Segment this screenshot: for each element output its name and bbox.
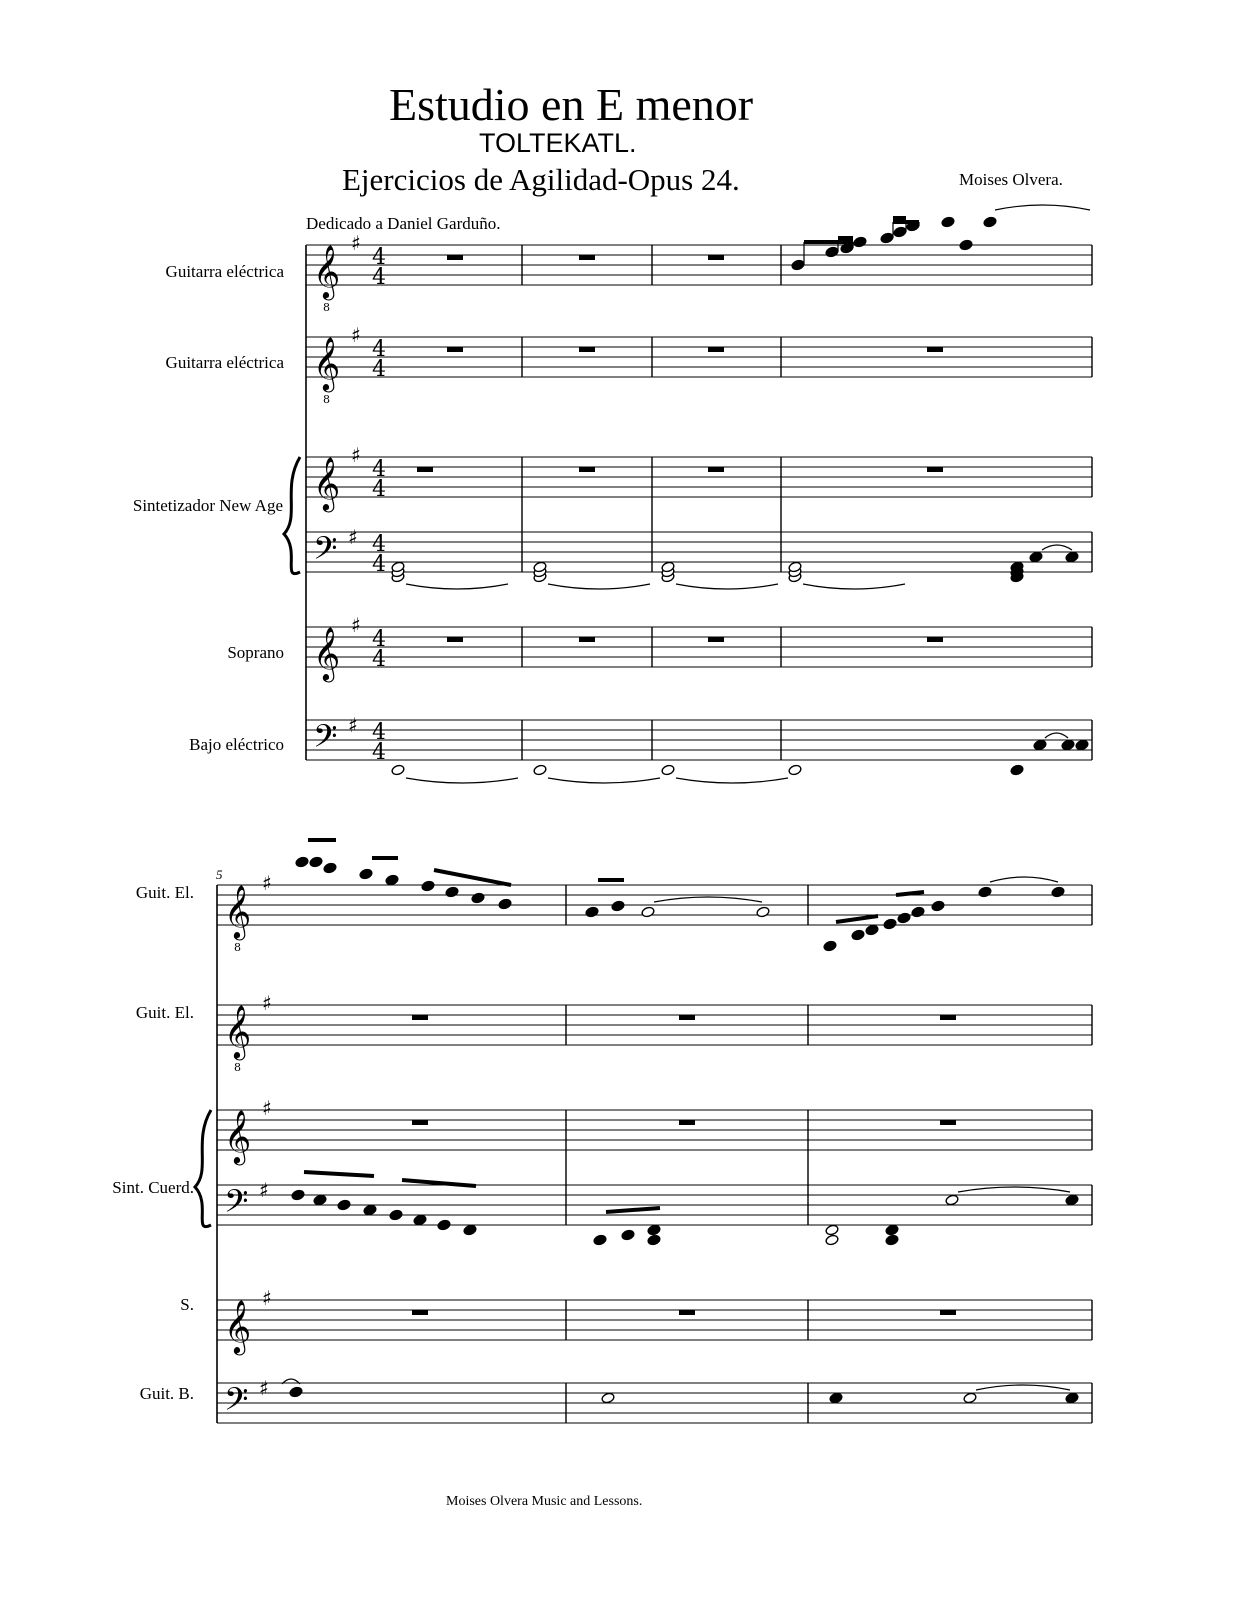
instrument-label: Guitarra eléctrica bbox=[165, 353, 284, 372]
note-head bbox=[471, 892, 485, 904]
octave-mark: 8 bbox=[323, 301, 330, 314]
note-head bbox=[865, 924, 879, 936]
beam bbox=[836, 916, 878, 922]
note-head bbox=[313, 1194, 327, 1206]
whole-rest bbox=[447, 255, 463, 260]
score-subsubtitle: Ejercicios de Agilidad-Opus 24. bbox=[342, 162, 740, 197]
key-signature: ♯ bbox=[348, 713, 358, 737]
note-head bbox=[825, 1224, 839, 1236]
composer: Moises Olvera. bbox=[959, 170, 1063, 189]
note-head bbox=[289, 1386, 303, 1398]
note-head bbox=[823, 940, 837, 952]
note-head bbox=[611, 900, 625, 912]
key-signature: ♯ bbox=[262, 1096, 272, 1120]
whole-rest bbox=[940, 1120, 956, 1125]
note-head bbox=[1029, 551, 1043, 563]
note-head bbox=[585, 906, 599, 918]
note-head bbox=[1075, 739, 1089, 751]
note-head bbox=[445, 886, 459, 898]
bass-clef: 𝄢 bbox=[313, 718, 338, 762]
note-head bbox=[825, 246, 839, 258]
note-head bbox=[647, 1224, 661, 1236]
note-head bbox=[337, 1199, 351, 1211]
note-head bbox=[880, 232, 894, 244]
note-head bbox=[533, 764, 547, 776]
note-head bbox=[941, 216, 955, 228]
time-signature: 4 bbox=[372, 477, 386, 502]
key-signature: ♯ bbox=[262, 1286, 272, 1310]
whole-rest bbox=[679, 1120, 695, 1125]
whole-rest bbox=[927, 637, 943, 642]
time-signature: 4 bbox=[372, 740, 386, 765]
key-signature: ♯ bbox=[262, 871, 272, 895]
whole-rest bbox=[417, 467, 433, 472]
time-signature: 4 bbox=[372, 532, 386, 557]
treble-clef: 𝄞 bbox=[313, 626, 341, 680]
key-signature: ♯ bbox=[351, 443, 361, 467]
note-head bbox=[1061, 739, 1075, 751]
note-head bbox=[945, 1194, 959, 1206]
note-head bbox=[959, 239, 973, 251]
note-head bbox=[756, 906, 770, 918]
whole-rest bbox=[679, 1015, 695, 1020]
score-title: Estudio en E menor bbox=[389, 79, 754, 130]
instrument-label: Guit. B. bbox=[139, 1384, 194, 1403]
tie bbox=[803, 584, 905, 589]
note-head bbox=[463, 1224, 477, 1236]
instrument-label: Bajo eléctrico bbox=[189, 735, 284, 754]
beam bbox=[434, 870, 511, 885]
page-footer: Moises Olvera Music and Lessons. bbox=[446, 1494, 643, 1509]
instrument-label: Guitarra eléctrica bbox=[165, 262, 284, 281]
dedication: Dedicado a Daniel Garduño. bbox=[306, 214, 501, 233]
note-head bbox=[885, 1234, 899, 1246]
note-head bbox=[295, 856, 309, 868]
note-head bbox=[359, 868, 373, 880]
whole-rest bbox=[927, 347, 943, 352]
note-head bbox=[893, 226, 907, 238]
note-head bbox=[897, 912, 911, 924]
whole-rest bbox=[679, 1310, 695, 1315]
note-head bbox=[931, 900, 945, 912]
note-head bbox=[851, 929, 865, 941]
note-head bbox=[647, 1234, 661, 1246]
note-head bbox=[1065, 551, 1079, 563]
note-head bbox=[323, 862, 337, 874]
key-signature: ♯ bbox=[348, 525, 358, 549]
whole-rest bbox=[579, 637, 595, 642]
score-subtitle: TOLTEKATL. bbox=[479, 128, 637, 158]
whole-rest bbox=[708, 637, 724, 642]
key-signature: ♯ bbox=[262, 991, 272, 1015]
octave-mark: 8 bbox=[323, 393, 330, 406]
instrument-label: Guit. El. bbox=[135, 883, 194, 902]
key-signature: ♯ bbox=[259, 1178, 269, 1202]
tie bbox=[990, 877, 1058, 882]
time-signature: 4 bbox=[372, 627, 386, 652]
time-signature: 4 bbox=[372, 357, 386, 382]
note-head bbox=[413, 1214, 427, 1226]
tie bbox=[1045, 733, 1068, 738]
instrument-label: Guit. El. bbox=[135, 1003, 194, 1022]
tie bbox=[995, 205, 1090, 210]
measure-number: 5 bbox=[216, 867, 223, 882]
time-signature: 4 bbox=[372, 647, 386, 672]
whole-rest bbox=[447, 637, 463, 642]
beam bbox=[606, 1208, 660, 1212]
beam bbox=[304, 1172, 374, 1176]
time-signature: 4 bbox=[372, 265, 386, 290]
key-signature: ♯ bbox=[351, 231, 361, 255]
whole-rest bbox=[940, 1310, 956, 1315]
note-head bbox=[421, 880, 435, 892]
key-signature: ♯ bbox=[259, 1376, 269, 1400]
treble-clef: 𝄞 bbox=[224, 1109, 252, 1163]
note-head bbox=[791, 259, 805, 271]
instrument-label: S. bbox=[180, 1295, 194, 1314]
key-signature: ♯ bbox=[351, 323, 361, 347]
tie bbox=[676, 584, 778, 589]
whole-rest bbox=[412, 1120, 428, 1125]
note-head bbox=[593, 1234, 607, 1246]
whole-rest bbox=[447, 347, 463, 352]
whole-rest bbox=[708, 347, 724, 352]
whole-rest bbox=[927, 467, 943, 472]
treble-clef: 𝄞 bbox=[313, 336, 341, 390]
time-signature: 4 bbox=[372, 552, 386, 577]
note-head bbox=[963, 1392, 977, 1404]
note-head bbox=[641, 906, 655, 918]
note-head bbox=[883, 918, 897, 930]
note-head bbox=[1010, 764, 1024, 776]
note-head bbox=[1065, 1392, 1079, 1404]
instrument-label: Soprano bbox=[227, 643, 284, 662]
whole-rest bbox=[708, 467, 724, 472]
tie bbox=[406, 584, 508, 589]
treble-clef: 𝄞 bbox=[224, 884, 252, 938]
staff-brace bbox=[284, 457, 300, 574]
key-signature: ♯ bbox=[351, 613, 361, 637]
note-head bbox=[498, 898, 512, 910]
tie bbox=[548, 584, 650, 589]
note-head bbox=[1033, 739, 1047, 751]
octave-mark: 8 bbox=[234, 1061, 241, 1074]
note-head bbox=[621, 1229, 635, 1241]
note-head bbox=[788, 764, 802, 776]
tie bbox=[1042, 545, 1072, 550]
tie bbox=[548, 778, 660, 783]
note-head bbox=[885, 1224, 899, 1236]
whole-rest bbox=[940, 1015, 956, 1020]
whole-rest bbox=[412, 1015, 428, 1020]
whole-rest bbox=[708, 255, 724, 260]
note-head bbox=[391, 764, 405, 776]
note-head bbox=[978, 886, 992, 898]
octave-mark: 8 bbox=[234, 941, 241, 954]
note-head bbox=[385, 874, 399, 886]
note-head bbox=[983, 216, 997, 228]
treble-clef: 𝄞 bbox=[224, 1299, 252, 1353]
treble-clef: 𝄞 bbox=[313, 456, 341, 510]
bass-clef: 𝄢 bbox=[313, 530, 338, 574]
staff-brace bbox=[195, 1110, 211, 1227]
note-head bbox=[853, 236, 867, 248]
note-head bbox=[389, 1209, 403, 1221]
note-head bbox=[437, 1219, 451, 1231]
time-signature: 4 bbox=[372, 337, 386, 362]
note-head bbox=[911, 906, 925, 918]
note-head bbox=[601, 1392, 615, 1404]
note-head bbox=[363, 1204, 377, 1216]
time-signature: 4 bbox=[372, 457, 386, 482]
whole-rest bbox=[579, 347, 595, 352]
tie bbox=[406, 778, 518, 783]
whole-rest bbox=[579, 255, 595, 260]
note-head bbox=[291, 1189, 305, 1201]
bass-clef: 𝄢 bbox=[224, 1183, 249, 1227]
instrument-label: Sintetizador New Age bbox=[132, 496, 283, 515]
bass-clef: 𝄢 bbox=[224, 1381, 249, 1425]
treble-clef: 𝄞 bbox=[313, 244, 341, 298]
time-signature: 4 bbox=[372, 720, 386, 745]
tie bbox=[676, 778, 788, 783]
tie bbox=[958, 1187, 1070, 1192]
note-head bbox=[661, 764, 675, 776]
tie bbox=[654, 897, 762, 902]
note-head bbox=[1065, 1194, 1079, 1206]
tie bbox=[976, 1385, 1070, 1390]
time-signature: 4 bbox=[372, 245, 386, 270]
whole-rest bbox=[412, 1310, 428, 1315]
note-head bbox=[825, 1234, 839, 1246]
note-head bbox=[1051, 886, 1065, 898]
treble-clef: 𝄞 bbox=[224, 1004, 252, 1058]
note-head bbox=[309, 856, 323, 868]
note-head bbox=[829, 1392, 843, 1404]
instrument-label: Sint. Cuerd. bbox=[112, 1178, 194, 1197]
whole-rest bbox=[579, 467, 595, 472]
